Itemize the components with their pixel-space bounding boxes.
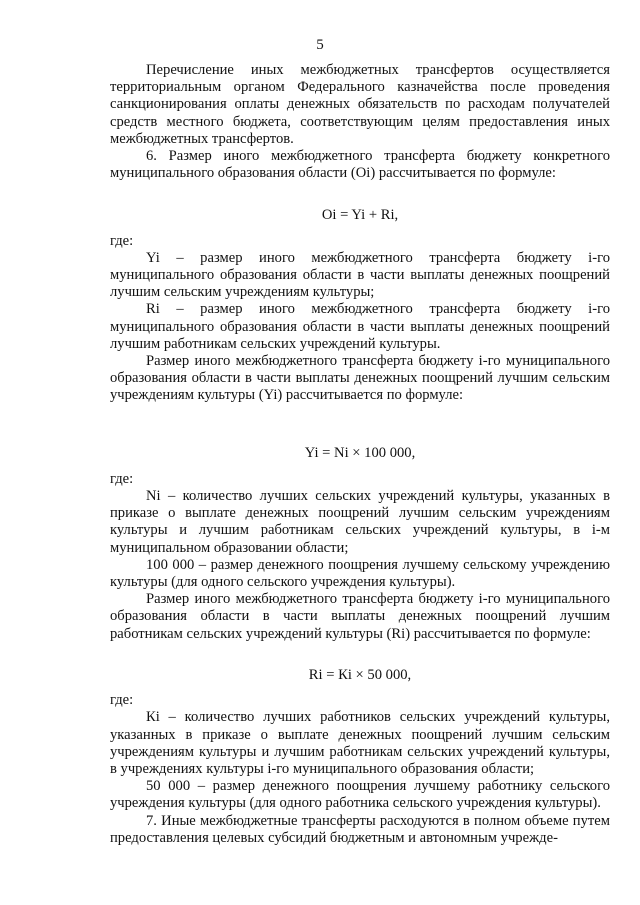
where-label: где: bbox=[110, 470, 134, 487]
formula-oi: Oi = Yi + Ri, bbox=[321, 207, 399, 224]
paragraph-section-7: 7. Иные межбюджетные трансферты расходуются в полном объеме путем предоставления целевых субсидий бюджетным и автономным учрежде- bbox=[110, 812, 610, 846]
definition-ri: Ri – размер иного межбюджетного трансферта бюджету i-го муниципального образования области в части выплаты денежных поощрений лучшим работникам сельских учреждений культуры. bbox=[110, 301, 610, 352]
paragraph-section-6: 6. Размер иного межбюджетного трансферта бюджету конкретного муниципального образования области (Oi) рассчитывается по формуле: bbox=[110, 148, 610, 182]
formula-yi: Yi = Ni × 100 000, bbox=[304, 444, 416, 461]
definition-ni: Ni – количество лучших сельских учреждений культуры, указанных в приказе о выплате денежных поощрений лучшим сельским учреждениям культуры и лучшим работникам сельских учреждений культуры, в i-м муниципальном образовании области; bbox=[110, 488, 610, 556]
page-number: 5 bbox=[316, 37, 324, 53]
where-label: где: bbox=[110, 232, 134, 249]
paragraph-transfer-listing: Перечисление иных межбюджетных трансфертов осуществляется территориальным органом Федерального казначейства после проведения санкционирования оплаты денежных обязательств по расходам получателей средств местного бюджета, соответствующим целям предоставления иных межбюджетных трансфертов. bbox=[110, 62, 610, 147]
paragraph-yi-calculation: Размер иного межбюджетного трансферта бюджету i-го муниципального образования области в части выплаты денежных поощрений лучшим сельским учреждениям культуры (Yi) рассчитывается по формуле: bbox=[110, 353, 610, 404]
paragraph-ri-calculation: Размер иного межбюджетного трансферта бюджету i-го муниципального образования области в части выплаты денежных поощрений лучшим работникам сельских учреждений культуры (Ri) рассчитывается по формуле: bbox=[110, 591, 610, 642]
definition-100000: 100 000 – размер денежного поощрения лучшему сельскому учреждению культуры (для одного сельского учреждения культуры). bbox=[110, 556, 610, 591]
formula-ri: Ri = Кi × 50 000, bbox=[308, 666, 412, 683]
where-label: где: bbox=[110, 692, 134, 709]
definition-yi: Yi – размер иного межбюджетного трансферта бюджету i-го муниципального образования области в части выплаты денежных поощрений лучшим сельским учреждениям культуры; bbox=[110, 249, 610, 301]
definition-ki: Кi – количество лучших работников сельских учреждений культуры, указанных в приказе о выплате денежных поощрений лучшим сельским учреждениям культуры и лучшим работникам сельских учреждений культуры, в учреждениях культуры i-го муниципального образования области; bbox=[110, 709, 610, 777]
definition-50000: 50 000 – размер денежного поощрения лучшему работнику сельского учреждения культуры (для одного работника сельского учреждения культуры). bbox=[110, 778, 610, 812]
document-body bbox=[110, 62, 610, 847]
